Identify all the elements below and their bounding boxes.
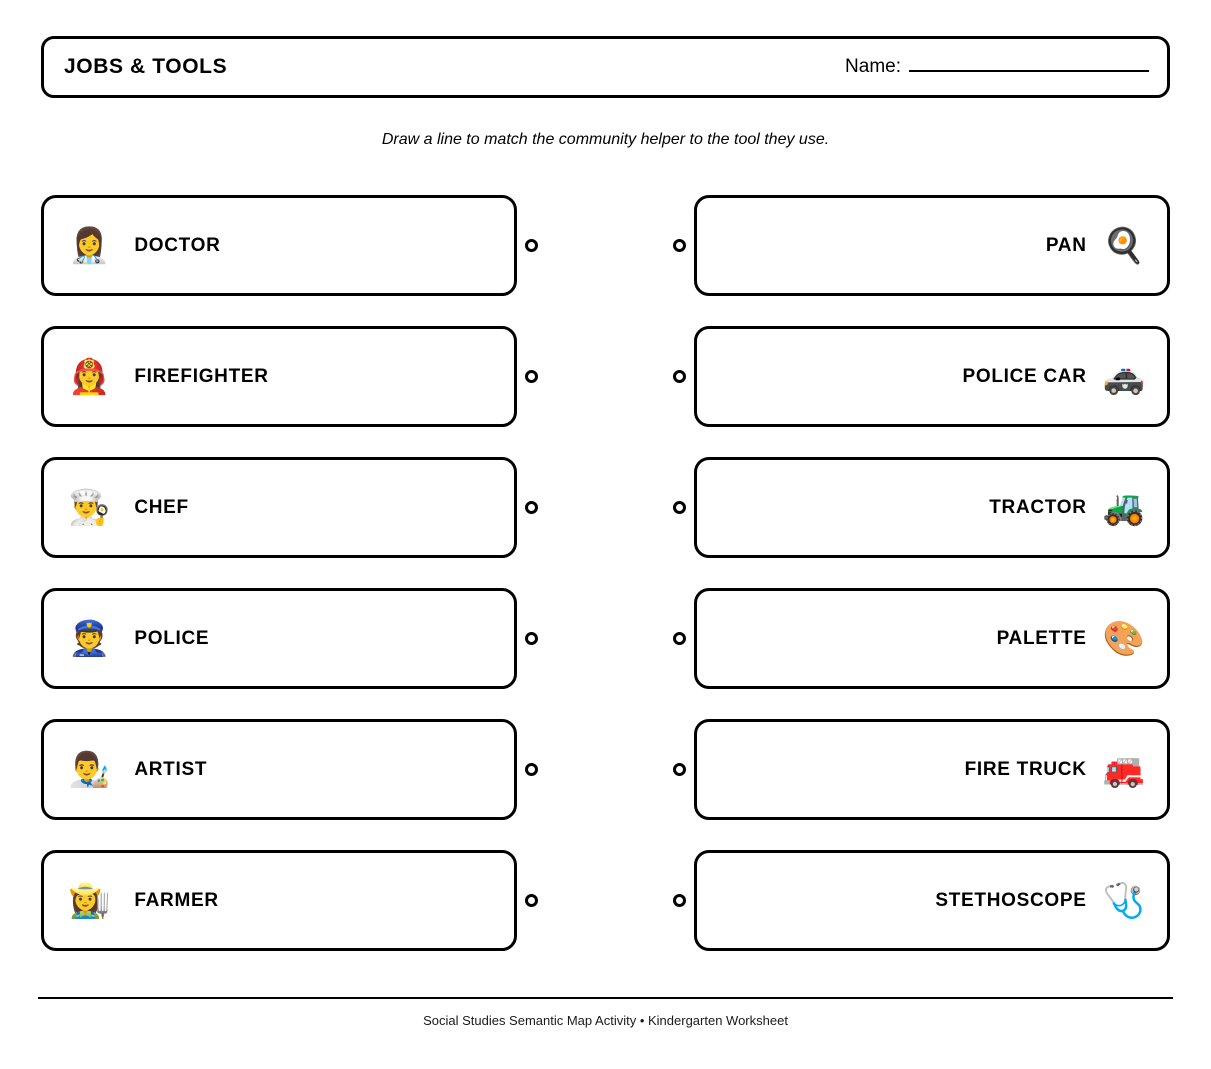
match-row xyxy=(0,719,1211,820)
helper-card[interactable] xyxy=(41,195,517,296)
tool-card-label: FIRE TRUCK xyxy=(964,758,1087,780)
police-officer-icon: 👮 xyxy=(68,618,111,659)
right-connector-dot[interactable] xyxy=(673,894,686,907)
helper-card-label: CHEF xyxy=(134,496,189,518)
tool-card[interactable] xyxy=(694,719,1170,820)
left-connector-dot[interactable] xyxy=(525,239,538,252)
tool-card[interactable] xyxy=(694,195,1170,296)
tool-card[interactable] xyxy=(694,457,1170,558)
footer-divider xyxy=(38,997,1173,999)
helper-card[interactable] xyxy=(41,850,517,951)
matching-area xyxy=(0,195,1211,950)
match-row xyxy=(0,326,1211,427)
helper-card[interactable] xyxy=(41,588,517,689)
helper-card-label: POLICE xyxy=(134,627,210,649)
man-cook-icon: 👨‍🍳 xyxy=(68,487,111,528)
helper-card-label: FIREFIGHTER xyxy=(134,365,269,387)
tool-card[interactable] xyxy=(694,588,1170,689)
tool-card[interactable] xyxy=(694,850,1170,951)
woman-firefighter-icon: 👩‍🚒 xyxy=(68,356,111,397)
helper-card-label: DOCTOR xyxy=(134,234,221,256)
right-connector-dot[interactable] xyxy=(673,501,686,514)
helper-card-label: ARTIST xyxy=(134,758,208,780)
name-label: Name: xyxy=(845,56,901,77)
cooking-pan-icon: 🍳 xyxy=(1102,225,1145,266)
right-connector-dot[interactable] xyxy=(673,632,686,645)
tool-card-label: STETHOSCOPE xyxy=(935,889,1087,911)
tool-card[interactable] xyxy=(694,326,1170,427)
helper-card-label: FARMER xyxy=(134,889,219,911)
right-connector-dot[interactable] xyxy=(673,239,686,252)
match-row xyxy=(0,195,1211,296)
helper-card[interactable] xyxy=(41,457,517,558)
tool-card-label: PALETTE xyxy=(996,627,1087,649)
right-connector-dot[interactable] xyxy=(673,370,686,383)
tractor-icon: 🚜 xyxy=(1102,487,1145,528)
tool-card-label: POLICE CAR xyxy=(962,365,1087,387)
left-connector-dot[interactable] xyxy=(525,763,538,776)
artist-palette-icon: 🎨 xyxy=(1102,618,1145,659)
man-artist-icon: 👨‍🎨 xyxy=(68,749,111,790)
match-row xyxy=(0,457,1211,558)
woman-farmer-icon: 👩‍🌾 xyxy=(68,880,111,921)
left-connector-dot[interactable] xyxy=(525,894,538,907)
right-connector-dot[interactable] xyxy=(673,763,686,776)
woman-health-worker-icon: 👩‍⚕️ xyxy=(68,225,111,266)
fire-engine-icon: 🚒 xyxy=(1102,749,1145,790)
police-car-icon: 🚓 xyxy=(1102,356,1145,397)
helper-card[interactable] xyxy=(41,719,517,820)
match-row xyxy=(0,850,1211,951)
left-connector-dot[interactable] xyxy=(525,370,538,383)
tool-card-label: PAN xyxy=(1045,234,1087,256)
tool-card-label: TRACTOR xyxy=(989,496,1087,518)
page-title: JOBS & TOOLS xyxy=(64,55,228,78)
helper-card[interactable] xyxy=(41,326,517,427)
match-row xyxy=(0,588,1211,689)
name-input-line[interactable] xyxy=(909,69,1149,72)
footer-text: Social Studies Semantic Map Activity • Kindergarten Worksheet xyxy=(423,1013,788,1028)
worksheet-header xyxy=(41,36,1170,98)
instruction-text: Draw a line to match the community helper to the tool they use. xyxy=(381,131,830,148)
name-field-group xyxy=(845,56,1149,78)
stethoscope-icon: 🩺 xyxy=(1102,880,1145,921)
left-connector-dot[interactable] xyxy=(525,632,538,645)
left-connector-dot[interactable] xyxy=(525,501,538,514)
